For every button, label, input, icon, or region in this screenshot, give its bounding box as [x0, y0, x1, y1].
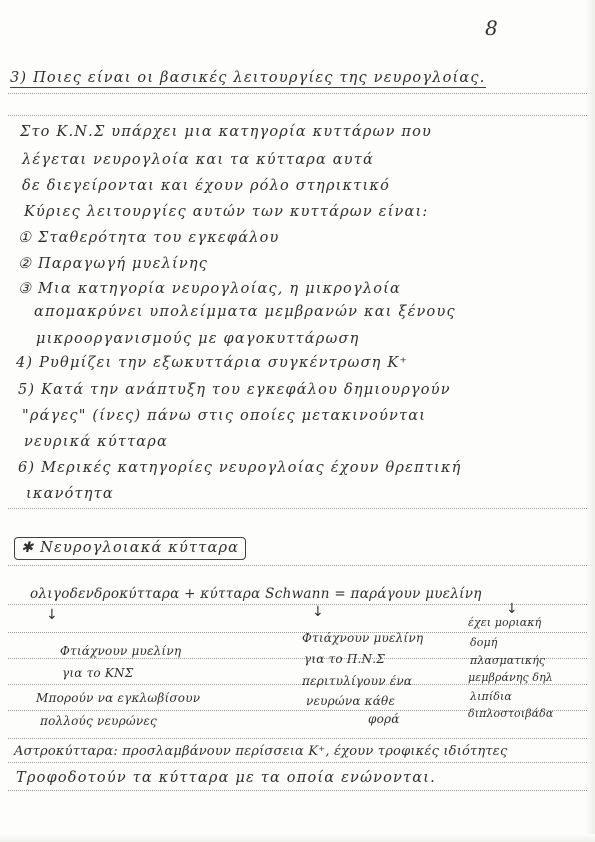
- function-item: ③ Μια κατηγορία νευρογλοίας, η μικρογλοία: [18, 281, 402, 297]
- function-item: ② Παραγωγή μυελίνης: [18, 256, 209, 272]
- asterisk-marker: ✱: [21, 540, 35, 556]
- intro-line: λέγεται νευρογλοία και τα κύτταρα αυτά: [22, 152, 374, 168]
- ruled-line: [8, 632, 587, 633]
- column1-line: πολλούς νευρώνες: [40, 714, 157, 728]
- function-item: ① Σταθερότητα του εγκεφάλου: [18, 230, 280, 246]
- function-item: 6) Μερικές κατηγορίες νευρογλοίας έχουν θρεπτική: [18, 460, 462, 476]
- function-item-continued: "ράγες" (ίνες) πάνω στις οποίες μετακινούνται: [22, 408, 427, 424]
- column2-line: νευρώνα κάθε: [306, 694, 396, 708]
- ruled-line: [8, 508, 587, 509]
- column3-line: έχει μοριακή: [468, 616, 542, 629]
- question-heading: 3) Ποιες είναι οι βασικές λειτουργίες της νευρογλοίας.: [10, 70, 486, 86]
- section-title-box: [14, 537, 246, 560]
- column3-line: πλασματικής: [470, 654, 546, 667]
- column2-line: φορά: [368, 712, 400, 726]
- column3-line: διπλοστοιβάδα: [468, 707, 554, 720]
- column2-line: περιτυλίγουν ένα: [302, 674, 413, 688]
- column2-line: Φτιάχνουν μυελίνη: [302, 631, 424, 645]
- astrocytes-line: Τροφοδοτούν τα κύτταρα με τα οποία ενώνονται.: [16, 770, 436, 786]
- function-item-continued: ικανότητα: [26, 486, 114, 502]
- column1-line: Φτιάχνουν μυελίνη: [60, 644, 182, 658]
- page-edge: [585, 0, 595, 842]
- intro-line: δε διεγείρονται και έχουν ρόλο στηρικτικό: [22, 178, 391, 194]
- page-number: 8: [485, 16, 499, 40]
- function-item: 5) Κατά την ανάπτυξη του εγκεφάλου δημιουργούν: [18, 382, 451, 398]
- function-item-continued: μικροοργανισμούς με φαγοκυττάρωση: [36, 331, 360, 347]
- ruled-line: [8, 565, 587, 566]
- ruled-line: [8, 790, 587, 791]
- section-title: Νευρογλοιακά κύτταρα: [40, 540, 240, 556]
- function-item: 4) Ρυθμίζει την εξωκυττάρια συγκέντρωση K⁺: [16, 355, 409, 371]
- ruled-line: [8, 93, 587, 94]
- ruled-line: [8, 738, 587, 739]
- down-arrow-icon: ↓: [506, 601, 518, 617]
- column2-line: για το Π.Ν.Σ: [304, 652, 385, 666]
- column1-line: Μπορούν να εγκλωβίσουν: [36, 691, 201, 705]
- column3-line: δομή: [470, 636, 498, 649]
- cells-equation: ολιγοδενδροκύτταρα + κύτταρα Schwann = παράγουν μυελίνη: [30, 586, 482, 602]
- ruled-line: [8, 762, 587, 763]
- intro-line: Στο Κ.Ν.Σ υπάρχει μια κατηγορία κυττάρων που: [20, 124, 433, 140]
- down-arrow-icon: ↓: [312, 604, 324, 620]
- astrocytes-line: Αστροκύτταρα: προσλαμβάνουν περίσσεια K⁺, έχουν τροφικές ιδιότητες: [14, 744, 508, 759]
- down-arrow-icon: ↓: [46, 607, 58, 623]
- ruled-line: [8, 115, 587, 116]
- ruled-line: [8, 604, 587, 605]
- column3-line: λιπίδια: [470, 690, 512, 703]
- ruled-line: [8, 684, 587, 685]
- intro-line: Κύριες λειτουργίες αυτών των κυττάρων είναι:: [24, 204, 429, 220]
- column3-line: μεμβράνης δηλ: [468, 671, 553, 684]
- function-item-continued: απομακρύνει υπολείμματα μεμβρανών και ξένους: [34, 304, 456, 320]
- function-item-continued: νευρικά κύτταρα: [24, 434, 169, 450]
- page-bottom-edge: [0, 834, 595, 842]
- column1-line: για το ΚΝΣ: [62, 666, 134, 680]
